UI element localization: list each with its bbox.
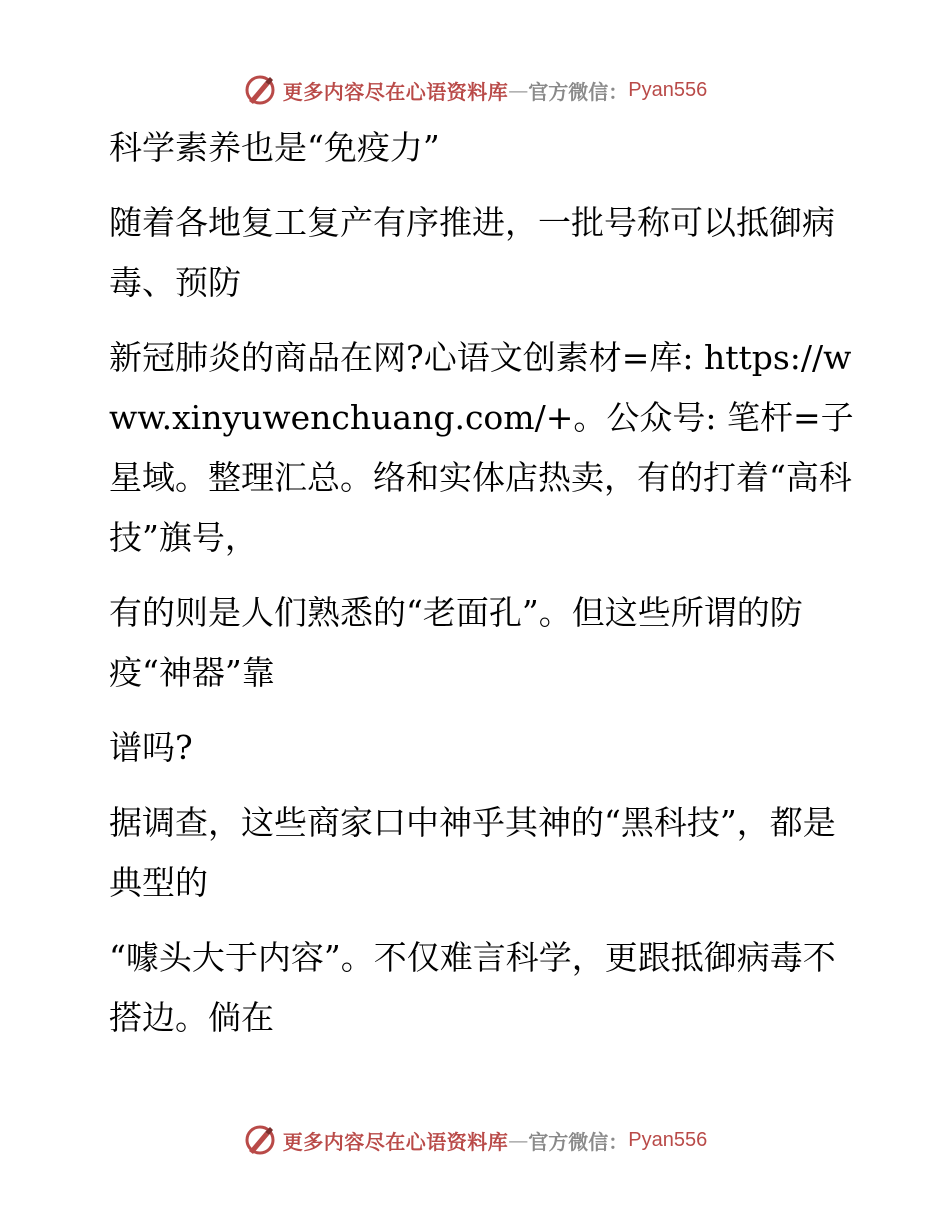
banner-wechat-label: 官方微信： [528,1129,629,1154]
banner-wechat-id: Pyan556 [628,1128,708,1151]
paragraph: 随着各地复工复产有序推进，一批号称可以抵御病毒、预防 [109,203,835,302]
paragraph: 新冠肺炎的商品在网?心语文创素材=库: https://www.xinyuwenchuang.com/+。公众号: 笔杆=子星域。整理汇总。络和实体店热卖，有的打着“高科技”旗号， [109,338,854,557]
pen-logo-icon [243,1123,277,1157]
footer-watermark-banner [0,1120,950,1160]
paragraph: 谱吗? [109,728,193,767]
paragraph: 有的则是人们熟悉的“老面孔”。但这些所谓的防疫“神器”靠 [109,593,803,692]
banner-wechat-id: Pyan556 [628,78,708,101]
banner-dash: — [508,78,529,102]
banner-dash: — [508,1128,529,1152]
header-watermark-banner [0,70,950,110]
paragraph: 据调查，这些商家口中神乎其神的“黑科技”，都是典型的 [109,803,836,902]
pen-logo-icon [243,73,277,107]
document-body [97,118,857,1048]
banner-wechat-label: 官方微信： [528,79,629,104]
banner-main-text: 更多内容尽在心语资料库 [282,1129,509,1154]
paragraph: “噱头大于内容”。不仅难言科学，更跟抵御病毒不搭边。倘在 [109,938,836,1037]
banner-main-text: 更多内容尽在心语资料库 [282,79,509,104]
paragraph-title: 科学素养也是“免疫力” [109,128,440,167]
